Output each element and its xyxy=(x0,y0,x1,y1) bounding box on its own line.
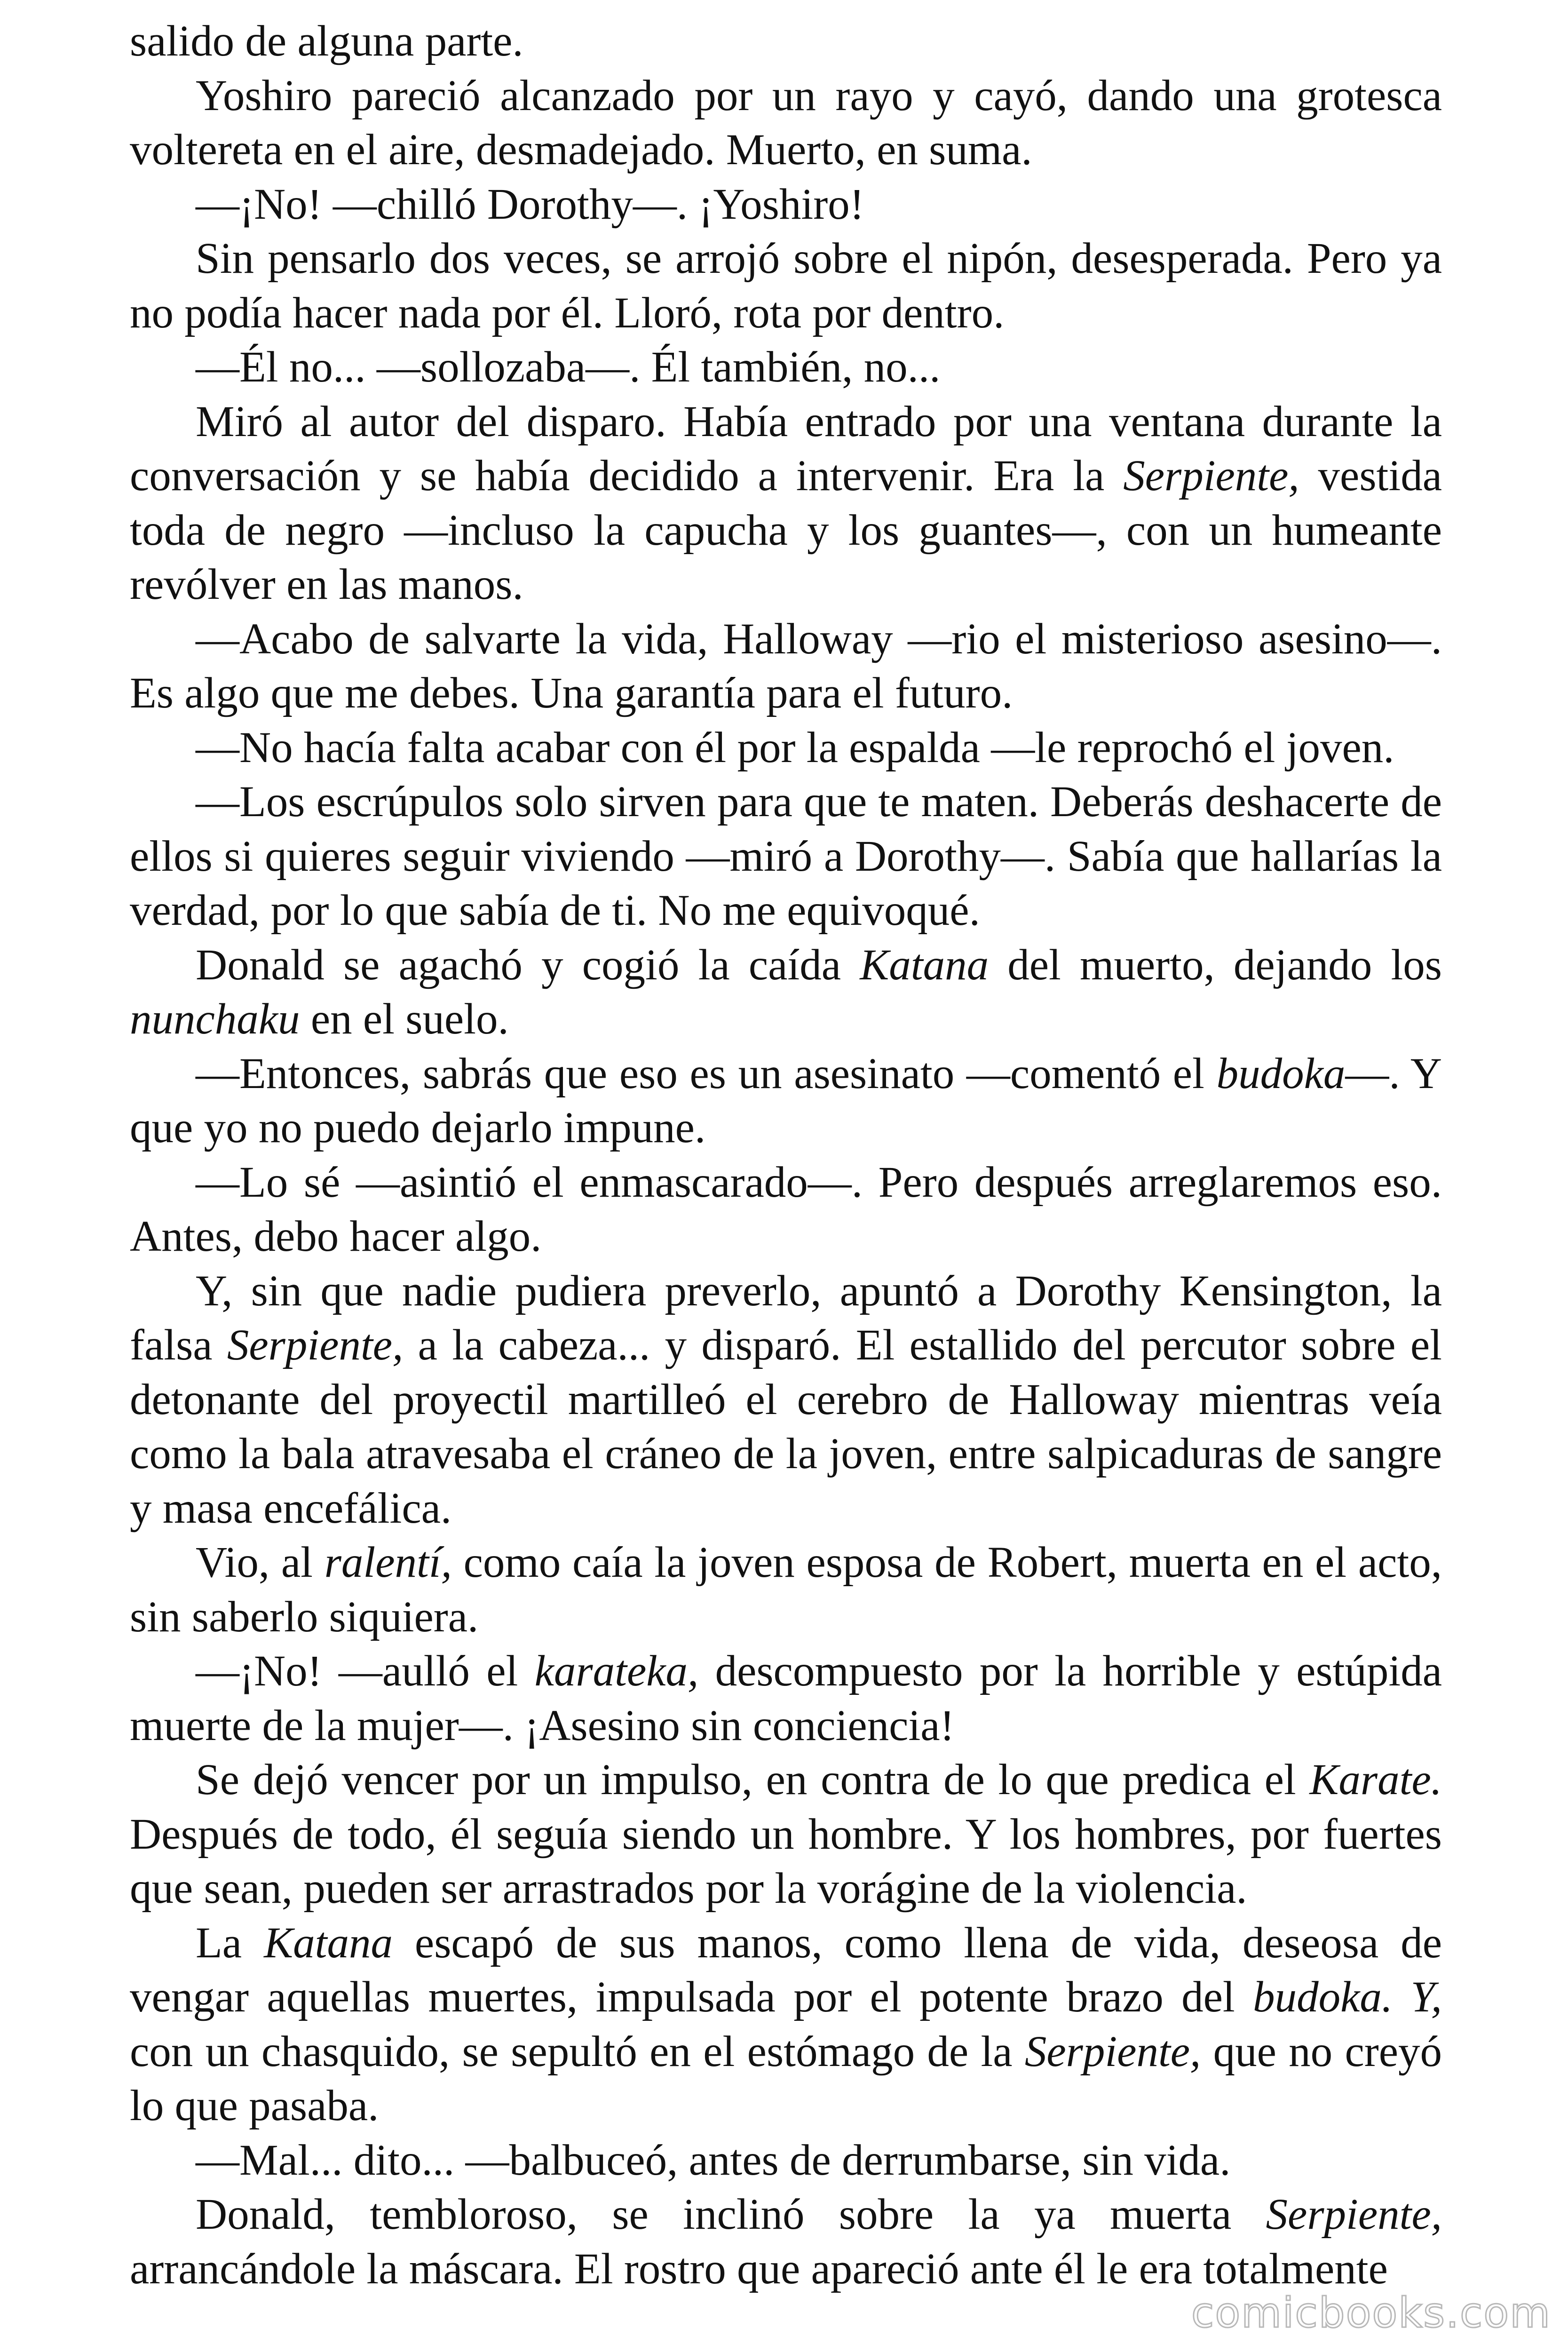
paragraph xyxy=(130,340,1442,395)
paragraph xyxy=(130,177,1442,232)
text-run: a la cabeza... y disparó. El estallido del percutor sobre el detonante del proyectil martilleó el cerebro de Halloway mientras veía como la bala atravesaba el cráneo de la joven, entre salpicaduras de sangre y masa encefálica. xyxy=(130,1321,1442,1533)
text-run: Y, sin que nadie pudiera preverlo, apuntó a Dorothy Kensington, la falsa xyxy=(130,1266,1442,1369)
paragraph xyxy=(130,2133,1442,2188)
paragraph xyxy=(130,1155,1442,1264)
italic-text: Serpiente, xyxy=(1266,2190,1442,2239)
paragraph xyxy=(130,721,1442,775)
text-run: —¡No! —aulló el xyxy=(196,1647,535,1695)
paragraph xyxy=(130,1753,1442,1916)
text-run: —¡No! —chilló Dorothy—. ¡Yoshiro! xyxy=(196,180,864,229)
italic-text: nunchaku xyxy=(130,995,300,1043)
text-run: Se dejó vencer por un impulso, en contra de lo que predica el xyxy=(196,1756,1310,1804)
text-run: Yoshiro pareció alcanzado por un rayo y cayó, dando una grotesca voltereta en el aire, desmadejado. Muerto, en suma. xyxy=(130,71,1442,174)
text-run: Vio, al xyxy=(196,1538,325,1587)
paragraph xyxy=(130,1264,1442,1536)
text-run: descompuesto por la horrible y estúpida muerte de la mujer—. ¡Asesino sin conciencia! xyxy=(130,1647,1442,1750)
italic-text: Katana xyxy=(264,1918,393,1967)
paragraph xyxy=(130,1047,1442,1155)
watermark: comicbooks.com xyxy=(1191,2288,1551,2337)
paragraph xyxy=(130,1535,1442,1644)
italic-text: Serpiente, xyxy=(227,1321,404,1369)
text-run: —Entonces, sabrás que eso es un asesinato —comentó el xyxy=(196,1049,1217,1098)
italic-text: Katana xyxy=(860,940,989,989)
italic-text: budoka xyxy=(1216,1049,1346,1098)
text-run: salido de alguna parte. xyxy=(130,17,523,65)
text-run: —Acabo de salvarte la vida, Halloway —rio el misterioso asesino—. Es algo que me debes. Una garantía para el futuro. xyxy=(130,614,1442,717)
text-run: —No hacía falta acabar con él por la espalda —le reprochó el joven. xyxy=(196,723,1394,772)
text-run: Después de todo, él seguía siendo un hombre. Y los hombres, por fuertes que sean, pueden ser arrastrados por la vorágine de la violencia. xyxy=(130,1810,1442,1913)
page-text xyxy=(130,0,1442,2296)
text-run: Donald se agachó y cogió la caída xyxy=(196,940,860,989)
book-page xyxy=(130,0,1442,2352)
text-run: arrancándole la máscara. El rostro que apareció ante él le era totalmente xyxy=(130,2244,1388,2293)
paragraph xyxy=(130,612,1442,721)
paragraph xyxy=(130,775,1442,938)
paragraph xyxy=(130,2187,1442,2296)
paragraph xyxy=(130,231,1442,340)
paragraph xyxy=(130,1916,1442,2133)
text-run: —Lo sé —asintió el enmascarado—. Pero después arreglaremos eso. Antes, debo hacer algo. xyxy=(130,1158,1442,1261)
text-run: Sin pensarlo dos veces, se arrojó sobre el nipón, desesperada. Pero ya no podía hacer nada por él. Lloró, rota por dentro. xyxy=(130,234,1442,337)
text-run: en el suelo. xyxy=(300,995,509,1043)
text-run: del muerto, dejando los xyxy=(989,940,1442,989)
text-run: —Los escrúpulos solo sirven para que te maten. Deberás deshacerte de ellos si quieres seguir viviendo —miró a Dorothy—. Sabía que hallarías la verdad, por lo que sabía de ti. No me equivoqué. xyxy=(130,778,1442,935)
text-run: Donald, tembloroso, se inclinó sobre la ya muerta xyxy=(196,2190,1266,2239)
text-run: —Mal... dito... —balbuceó, antes de derrumbarse, sin vida. xyxy=(196,2136,1231,2185)
paragraph xyxy=(130,1644,1442,1753)
text-run: vestida toda de negro —incluso la capucha y los guantes—, con un humeante revólver en las manos. xyxy=(130,452,1442,609)
paragraph xyxy=(130,395,1442,612)
italic-text: Serpiente, xyxy=(1123,452,1299,500)
italic-text: ralentí, xyxy=(324,1538,452,1587)
text-run: —Él no... —sollozaba—. Él también, no... xyxy=(196,343,941,391)
text-run: Miró al autor del disparo. Había entrado por una ventana durante la conversación y se había decidido a intervenir. Era la xyxy=(130,397,1442,500)
paragraph xyxy=(130,938,1442,1047)
italic-text: budoka. Y, xyxy=(1253,1973,1442,2021)
italic-text: Serpiente, xyxy=(1024,2027,1201,2076)
text-run: La xyxy=(196,1918,264,1967)
text-run: con un chasquido, se sepultó en el estómago de la xyxy=(130,2027,1025,2076)
text-run: —. Y que yo no puedo dejarlo impune. xyxy=(130,1049,1442,1152)
italic-text: karateka, xyxy=(534,1647,699,1695)
paragraph xyxy=(130,69,1442,177)
paragraph xyxy=(130,14,1442,69)
text-run: que no creyó lo que pasaba. xyxy=(130,2027,1442,2130)
text-run: como caía la joven esposa de Robert, muerta en el acto, sin saberlo siquiera. xyxy=(130,1538,1442,1641)
italic-text: Karate. xyxy=(1309,1756,1442,1804)
text-run: escapó de sus manos, como llena de vida, deseosa de vengar aquellas muertes, impulsada por el potente brazo del xyxy=(130,1918,1442,2021)
